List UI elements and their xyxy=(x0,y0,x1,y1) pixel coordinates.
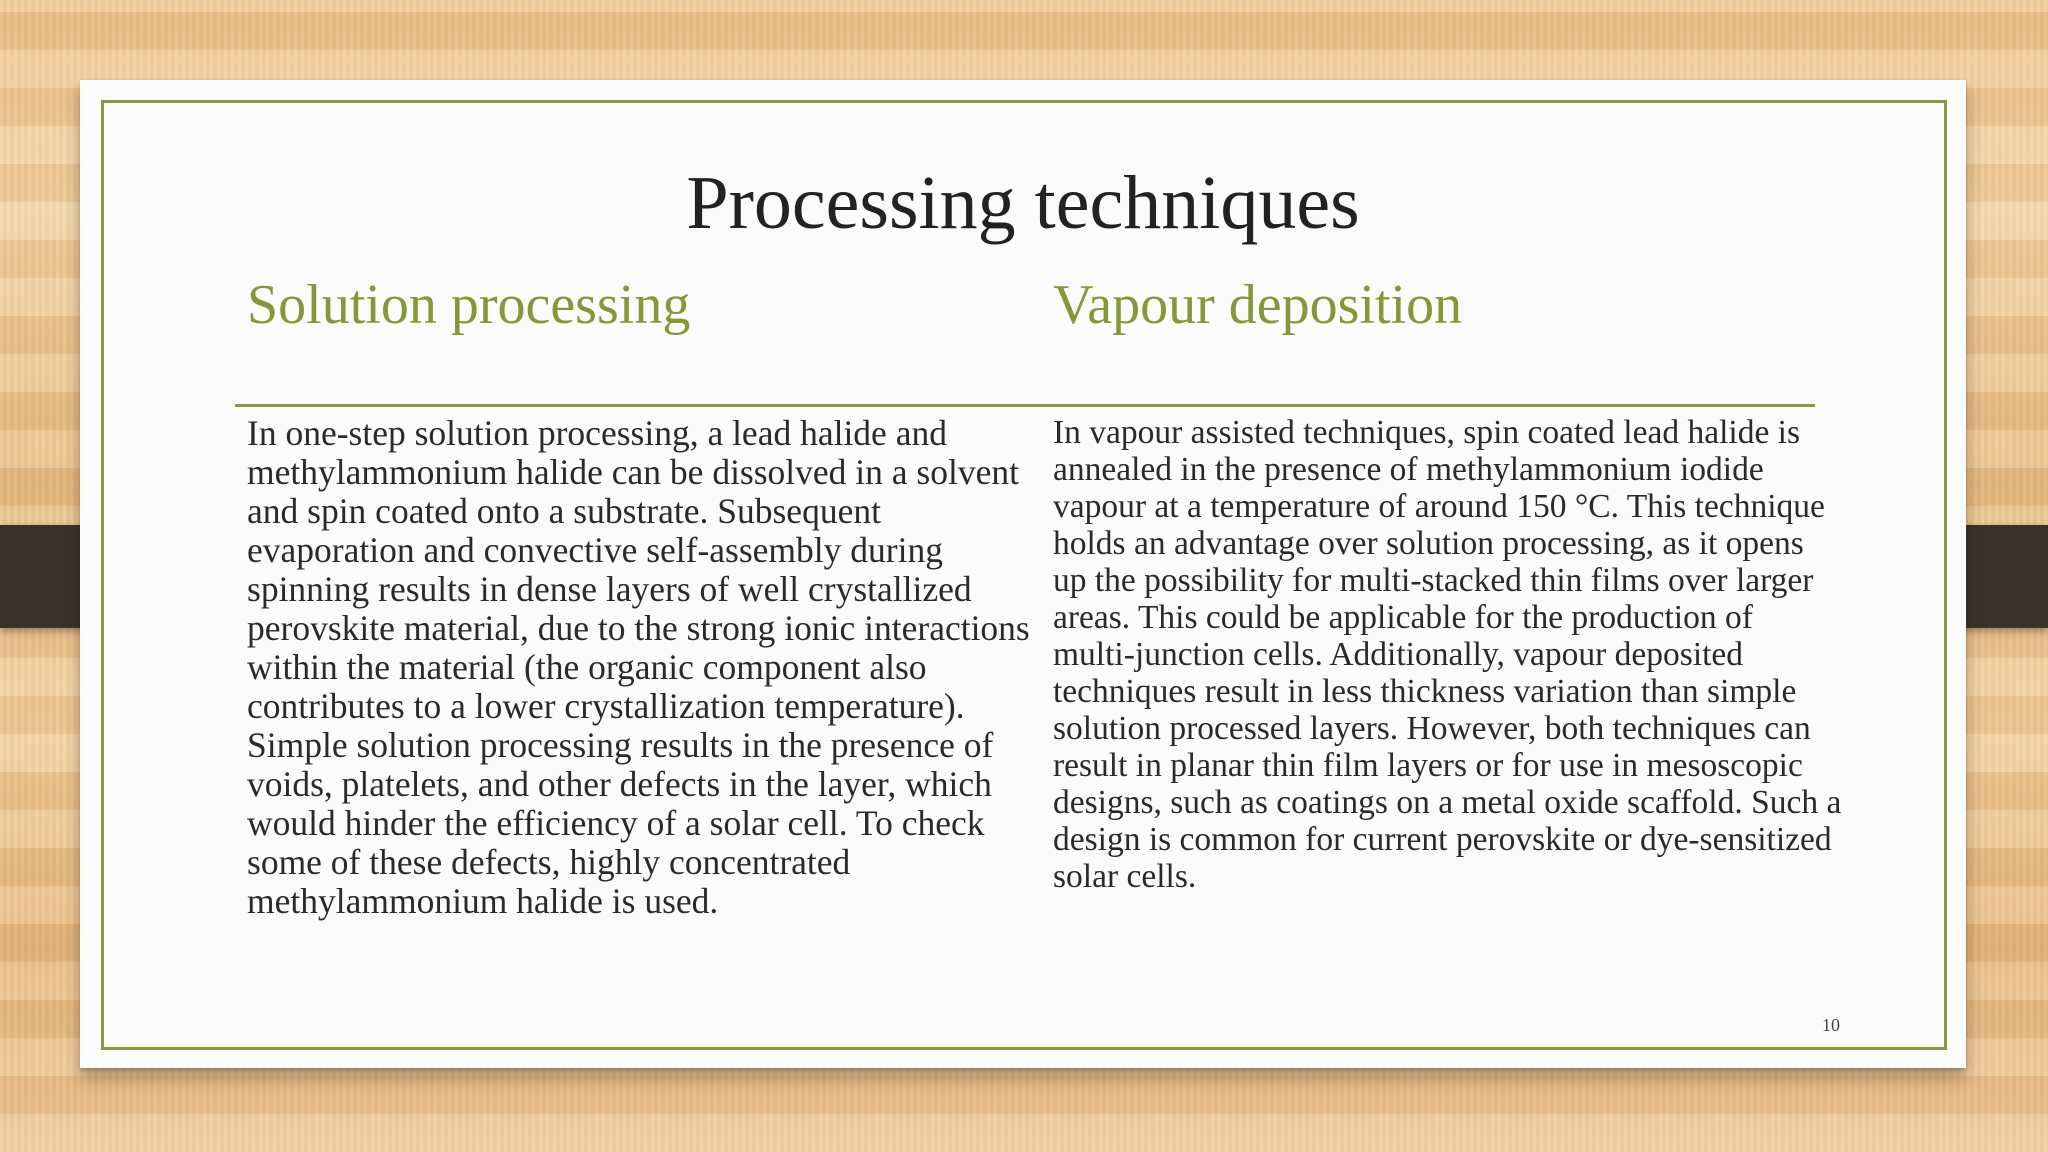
left-column-body: In one-step solution processing, a lead halide and methylammonium halide can be dissolved in a solvent and spin coated onto a substrate. Subsequent evaporation and convective self-assembly during spinning results in dense layers of well crystallized perovskite material, due to the strong ionic interactions within the material (the organic component also contributes to a lower crystallization temperature). Simple solution processing results in the presence of voids, platelets, and other defects in the layer, which would hinder the efficiency of a solar cell. To check some of these defects, highly concentrated methylammonium halide is used. xyxy=(247,413,1030,921)
right-column-heading: Vapour deposition xyxy=(1053,274,1463,336)
heading-divider xyxy=(235,404,1815,407)
slide xyxy=(80,80,1966,1068)
slide-title: Processing techniques xyxy=(686,161,1360,245)
page-number: 10 xyxy=(1822,1015,1840,1035)
left-column-heading: Solution processing xyxy=(247,274,691,336)
right-column-body: In vapour assisted techniques, spin coated lead halide is annealed in the presence of methylammonium iodide vapour at a temperature of around 150 °C. This technique holds an advantage over solution processing, as it opens up the possibility for multi-stacked thin films over larger areas. This could be applicable for the production of multi-junction cells. Additionally, vapour deposited techniques result in less thickness variation than simple solution processed layers. However, both techniques can result in planar thin film layers or for use in mesoscopic designs, such as coatings on a metal oxide scaffold. Such a design is common for current perovskite or dye-sensitized solar cells. xyxy=(1053,414,1842,895)
